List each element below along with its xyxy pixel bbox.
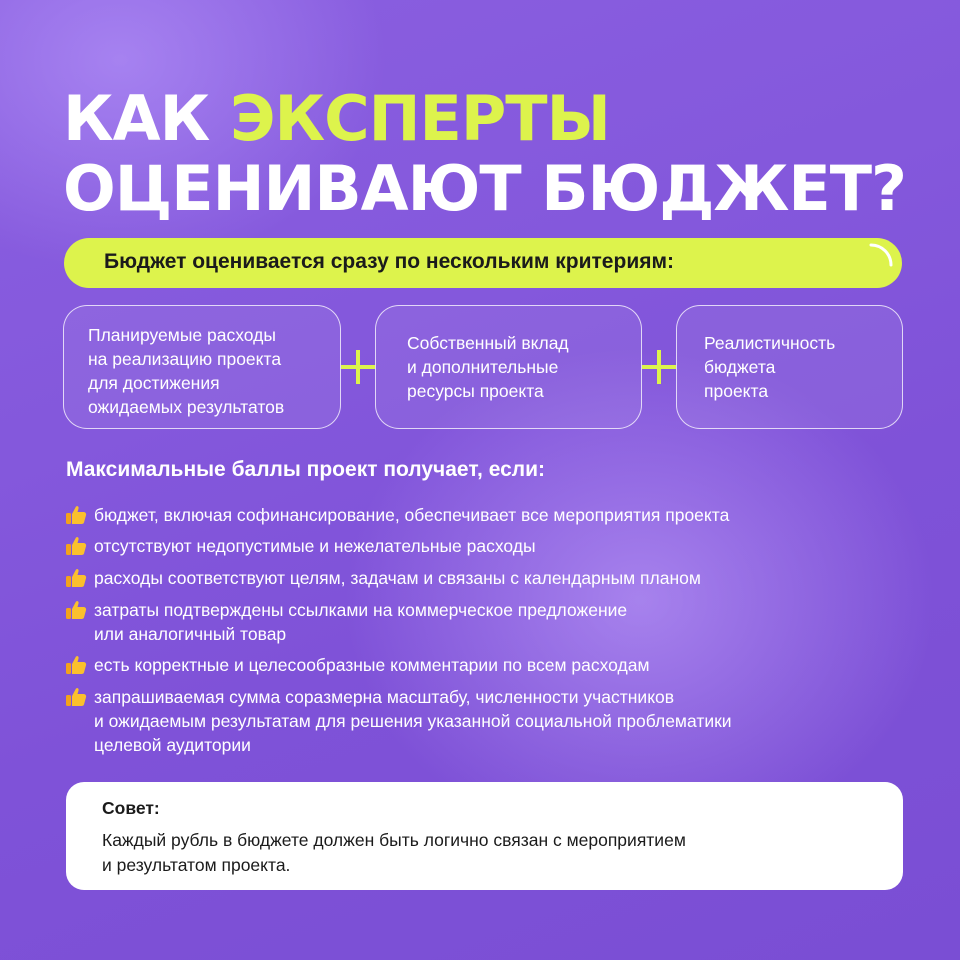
plus-icon <box>341 350 375 384</box>
page-title <box>63 84 906 224</box>
criterion-text: Реалистичность бюджета проекта <box>704 333 836 401</box>
criterion-card-contribution <box>375 305 642 429</box>
condition-text: расходы соответствуют целям, задачам и связаны с календарным планом <box>94 568 701 588</box>
thumbs-up-icon <box>64 534 88 558</box>
advice-card <box>66 782 903 890</box>
title-line-2: ОЦЕНИВАЮТ БЮДЖЕТ? <box>63 152 907 225</box>
condition-text: бюджет, включая софинансирование, обеспечивает все мероприятия проекта <box>94 505 730 525</box>
thumbs-up-icon <box>64 566 88 590</box>
condition-text: есть корректные и целесообразные комментарии по всем расходам <box>94 655 650 675</box>
criteria-banner <box>64 238 902 288</box>
condition-text: запрашиваемая сумма соразмерна масштабу, численности участников и ожидаемым результатам для решения указанной социальной проблематики целевой аудитории <box>94 687 732 755</box>
condition-text: затраты подтверждены ссылками на коммерческое предложение или аналогичный товар <box>94 600 628 644</box>
thumbs-up-icon <box>64 685 88 709</box>
criteria-banner-text: Бюджет оценивается сразу по нескольким критериям: <box>104 250 675 273</box>
title-word-kak: КАК <box>63 82 210 155</box>
thumbs-up-icon <box>64 598 88 622</box>
max-score-heading: Максимальные баллы проект получает, если: <box>66 458 546 481</box>
advice-text: Каждый рубль в бюджете должен быть логично связан с мероприятием и результатом проекта. <box>102 830 686 875</box>
arc-icon <box>868 242 894 268</box>
criterion-card-expenses <box>63 305 341 429</box>
plus-icon <box>642 350 676 384</box>
thumbs-up-icon <box>64 653 88 677</box>
title-accent-word: ЭКСПЕРТЫ <box>229 82 610 155</box>
criterion-text: Собственный вклад и дополнительные ресурсы проекта <box>407 333 569 401</box>
criterion-text: Планируемые расходы на реализацию проекта для достижения ожидаемых результатов <box>88 325 285 417</box>
criterion-card-realism <box>676 305 903 429</box>
thumbs-up-icon <box>64 503 88 527</box>
condition-text: отсутствуют недопустимые и нежелательные расходы <box>94 536 536 556</box>
advice-label: Совет: <box>102 798 160 818</box>
